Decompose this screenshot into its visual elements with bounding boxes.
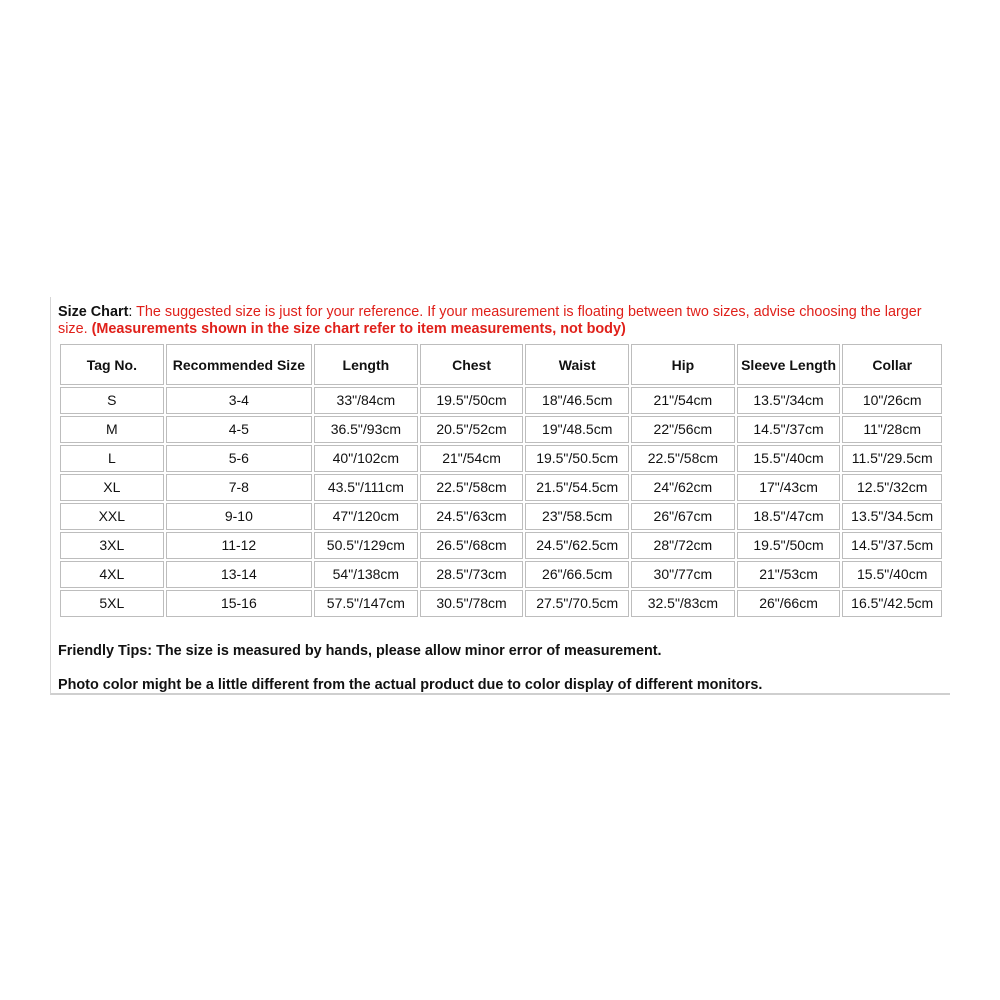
table-row <box>60 387 942 414</box>
cell-collar: 11.5"/29.5cm <box>842 445 942 472</box>
cell-length: 57.5"/147cm <box>314 590 418 617</box>
cell-tag-no: S <box>60 387 164 414</box>
cell-tag-no: 4XL <box>60 561 164 588</box>
cell-sleeve-length: 17"/43cm <box>737 474 841 501</box>
cell-hip: 26"/67cm <box>631 503 735 530</box>
cell-length: 54"/138cm <box>314 561 418 588</box>
cell-sleeve-length: 14.5"/37cm <box>737 416 841 443</box>
header-collar: Collar <box>842 344 942 385</box>
table-row <box>60 590 942 617</box>
header-waist: Waist <box>525 344 629 385</box>
cell-sleeve-length: 19.5"/50cm <box>737 532 841 559</box>
header-tag-no: Tag No. <box>60 344 164 385</box>
cell-chest: 19.5"/50cm <box>420 387 524 414</box>
cell-recommended-size: 11-12 <box>166 532 312 559</box>
cell-hip: 32.5"/83cm <box>631 590 735 617</box>
header-recommended-size: Recommended Size <box>166 344 312 385</box>
cell-waist: 19"/48.5cm <box>525 416 629 443</box>
cell-length: 40"/102cm <box>314 445 418 472</box>
size-chart-note: The suggested size is just for your reference. If your measurement is floating between two sizes, advise choosing the larger size. <box>58 304 922 337</box>
cell-hip: 22.5"/58cm <box>631 445 735 472</box>
cell-length: 47"/120cm <box>314 503 418 530</box>
cell-collar: 13.5"/34.5cm <box>842 503 942 530</box>
cell-waist: 18"/46.5cm <box>525 387 629 414</box>
table-row <box>60 416 942 443</box>
cell-recommended-size: 7-8 <box>166 474 312 501</box>
cell-hip: 30"/77cm <box>631 561 735 588</box>
cell-sleeve-length: 26"/66cm <box>737 590 841 617</box>
cell-tag-no: L <box>60 445 164 472</box>
cell-tag-no: 3XL <box>60 532 164 559</box>
cell-tag-no: XXL <box>60 503 164 530</box>
cell-collar: 10"/26cm <box>842 387 942 414</box>
cell-waist: 24.5"/62.5cm <box>525 532 629 559</box>
cell-waist: 23"/58.5cm <box>525 503 629 530</box>
cell-tag-no: M <box>60 416 164 443</box>
table-row <box>60 474 942 501</box>
friendly-tips-text: Friendly Tips: The size is measured by hands, please allow minor error of measurement. <box>58 643 662 659</box>
table-header-row <box>60 344 942 385</box>
cell-sleeve-length: 15.5"/40cm <box>737 445 841 472</box>
cell-recommended-size: 3-4 <box>166 387 312 414</box>
cell-hip: 24"/62cm <box>631 474 735 501</box>
cell-collar: 16.5"/42.5cm <box>842 590 942 617</box>
size-chart-emphasis: (Measurements shown in the size chart refer to item measurements, not body) <box>91 321 626 337</box>
header-hip: Hip <box>631 344 735 385</box>
header-chest: Chest <box>420 344 524 385</box>
cell-length: 50.5"/129cm <box>314 532 418 559</box>
cell-recommended-size: 15-16 <box>166 590 312 617</box>
cell-recommended-size: 4-5 <box>166 416 312 443</box>
cell-waist: 26"/66.5cm <box>525 561 629 588</box>
cell-hip: 22"/56cm <box>631 416 735 443</box>
cell-length: 36.5"/93cm <box>314 416 418 443</box>
cell-collar: 12.5"/32cm <box>842 474 942 501</box>
cell-recommended-size: 9-10 <box>166 503 312 530</box>
cell-recommended-size: 5-6 <box>166 445 312 472</box>
cell-chest: 28.5"/73cm <box>420 561 524 588</box>
cell-chest: 20.5"/52cm <box>420 416 524 443</box>
cell-chest: 26.5"/68cm <box>420 532 524 559</box>
cell-waist: 21.5"/54.5cm <box>525 474 629 501</box>
size-table <box>58 342 944 619</box>
table-row <box>60 445 942 472</box>
cell-tag-no: 5XL <box>60 590 164 617</box>
size-chart-label: Size Chart <box>58 304 129 320</box>
cell-hip: 21"/54cm <box>631 387 735 414</box>
header-sleeve-length: Sleeve Length <box>737 344 841 385</box>
size-chart-intro <box>58 304 938 338</box>
header-length: Length <box>314 344 418 385</box>
cell-collar: 11"/28cm <box>842 416 942 443</box>
cell-tag-no: XL <box>60 474 164 501</box>
cell-sleeve-length: 13.5"/34cm <box>737 387 841 414</box>
cell-chest: 21"/54cm <box>420 445 524 472</box>
photo-color-note: Photo color might be a little different from the actual product due to color display of different monitors. <box>58 677 763 693</box>
cell-length: 43.5"/111cm <box>314 474 418 501</box>
cell-waist: 27.5"/70.5cm <box>525 590 629 617</box>
cell-sleeve-length: 18.5"/47cm <box>737 503 841 530</box>
cell-length: 33"/84cm <box>314 387 418 414</box>
cell-recommended-size: 13-14 <box>166 561 312 588</box>
size-chart-colon: : <box>128 304 133 320</box>
cell-collar: 14.5"/37.5cm <box>842 532 942 559</box>
cell-collar: 15.5"/40cm <box>842 561 942 588</box>
cell-hip: 28"/72cm <box>631 532 735 559</box>
table-row <box>60 532 942 559</box>
cell-chest: 22.5"/58cm <box>420 474 524 501</box>
cell-sleeve-length: 21"/53cm <box>737 561 841 588</box>
table-row <box>60 561 942 588</box>
table-row <box>60 503 942 530</box>
cell-chest: 30.5"/78cm <box>420 590 524 617</box>
cell-waist: 19.5"/50.5cm <box>525 445 629 472</box>
cell-chest: 24.5"/63cm <box>420 503 524 530</box>
